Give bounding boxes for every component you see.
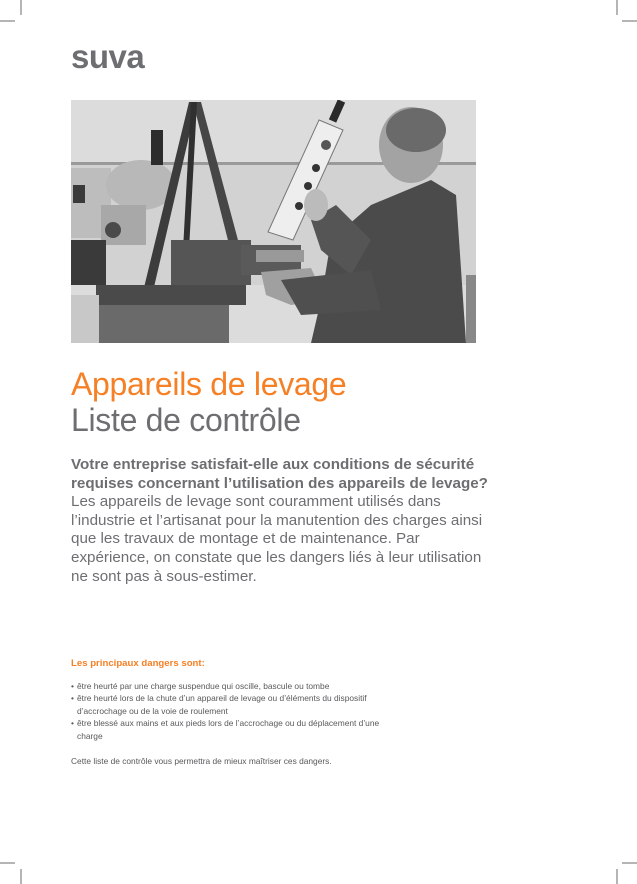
- danger-item: • être blessé aux mains et aux pieds lors de l’accrochage ou du déplacement d’une charge: [71, 717, 401, 742]
- crop-mark-bottom-right-h: [622, 862, 637, 864]
- crop-mark-bottom-left-h: [0, 862, 15, 864]
- crop-mark-top-right-v: [616, 0, 618, 15]
- crop-mark-top-left-v: [20, 0, 22, 15]
- title-subtitle: Liste de contrôle: [71, 402, 301, 438]
- intro-lead: Votre entreprise satisfait-elle aux conditions de sécurité requises concernant l’utilisation des appareils de levage?: [71, 456, 488, 492]
- danger-item: • être heurté par une charge suspendue qui oscille, bascule ou tombe: [71, 680, 401, 693]
- dangers-closing: Cette liste de contrôle vous permettra de mieux maîtriser ces dangers.: [71, 755, 332, 766]
- dangers-list: [71, 680, 401, 743]
- crop-mark-top-right-h: [622, 20, 637, 22]
- crop-mark-top-left-h: [0, 20, 15, 22]
- dangers-heading: Les principaux dangers sont:: [71, 658, 205, 669]
- intro-section: [71, 456, 491, 586]
- hero-photo: [71, 100, 476, 343]
- intro-body: Les appareils de levage sont couramment utilisés dans l’industrie et l’artisanat pour la manutention des charges ainsi que les travaux de montage et de maintenance. Par expérience, on constate que les dangers liés à leur utilisation ne sont pas à sous-estimer.: [71, 493, 483, 585]
- dangers-section: [71, 658, 401, 767]
- crop-mark-bottom-left-v: [20, 869, 22, 884]
- crop-mark-bottom-right-v: [616, 869, 618, 884]
- title-main: Appareils de levage: [71, 366, 347, 402]
- suva-logo: suva: [71, 38, 145, 75]
- danger-item: • être heurté lors de la chute d’un appareil de levage ou d’éléments du dispositif d’accrochage ou de la voie de roulement: [71, 692, 401, 717]
- page-title: [71, 366, 346, 438]
